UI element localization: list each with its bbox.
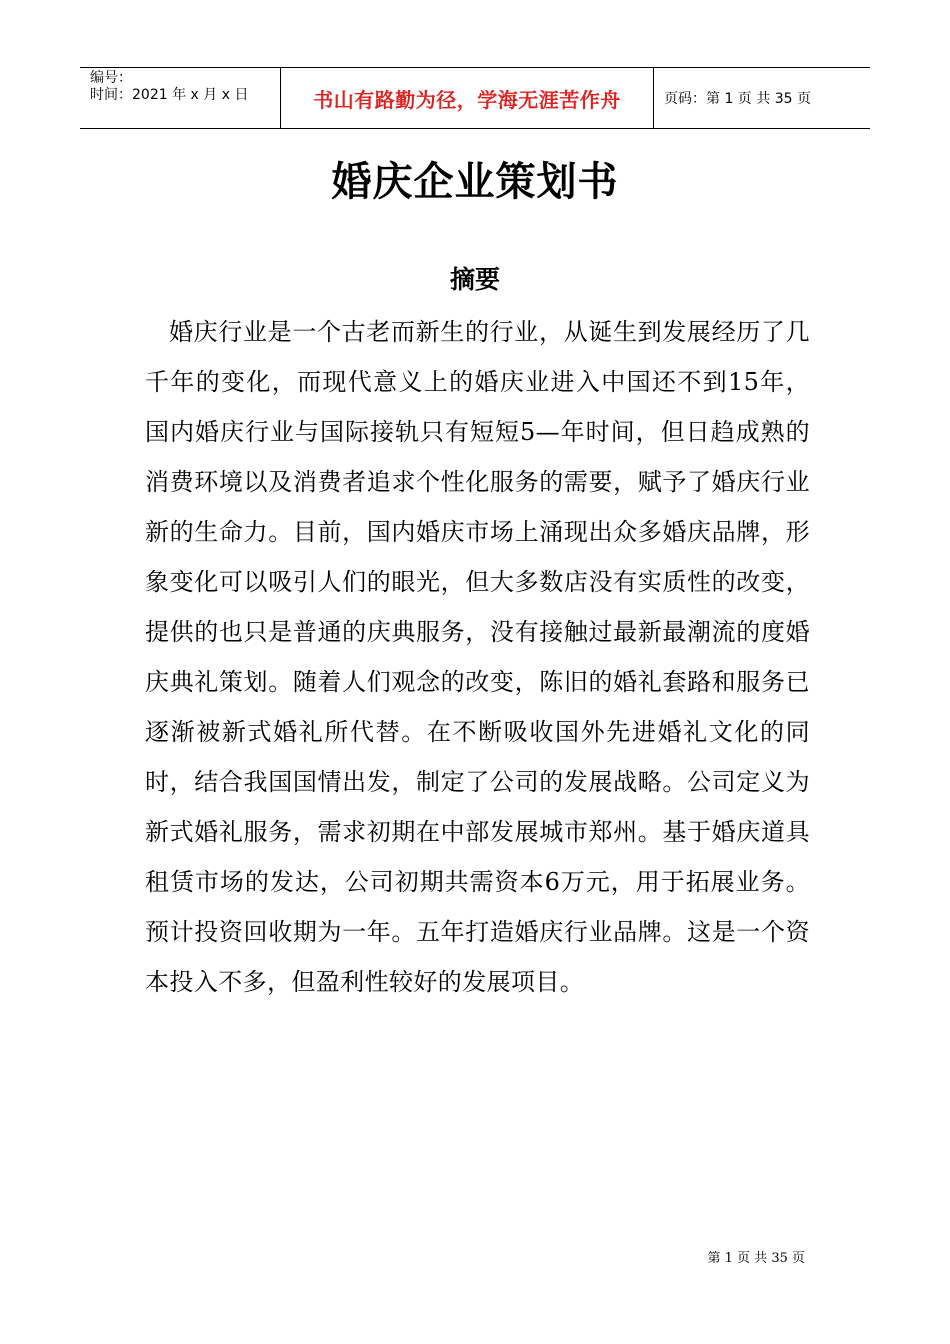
abstract-paragraph: 婚庆行业是一个古老而新生的行业，从诞生到发展经历了几千年的变化，而现代意义上的婚庆业进入中国还不到15年，国内婚庆行业与国际接轨只有短短5—年时间，但日趋成熟的消费环境以及消费者追求个性化服务的需要，赋予了婚庆行业新的生命力。目前，国内婚庆市场上涌现出众多婚庆品牌，形象变化可以吸引人们的眼光，但大多数店没有实质性的改变，提供的也只是普通的庆典服务，没有接触过最新最潮流的度婚庆典礼策划。随着人们观念的改变，陈旧的婚礼套路和服务已逐渐被新式婚礼所代替。在不断吸收国外先进婚礼文化的同时，结合我国国情出发，制定了公司的发展战略。公司定义为新式婚礼服务，需求初期在中部发展城市郑州。基于婚庆道具租赁市场的发达，公司初期共需资本6万元，用于拓展业务。预计投资回收期为一年。五年打造婚庆行业品牌。这是一个资本投入不多，但盈利性较好的发展项目。	[145, 318, 810, 996]
header-motto: 书山有路勤为径，学海无涯苦作舟	[281, 68, 654, 128]
footer-page-info: 第 1 页 共 35 页	[707, 1251, 805, 1266]
document-header	[80, 67, 870, 129]
header-number-label: 编号：	[90, 70, 132, 86]
document-title: 婚庆企业策划书	[331, 158, 619, 205]
header-page-info: 页码：第 1 页 共 35 页	[664, 91, 811, 107]
header-time-label: 时间：2021 年 x 月 x 日	[90, 87, 249, 103]
header-meta	[80, 68, 281, 128]
section-heading: 摘要	[449, 265, 500, 294]
